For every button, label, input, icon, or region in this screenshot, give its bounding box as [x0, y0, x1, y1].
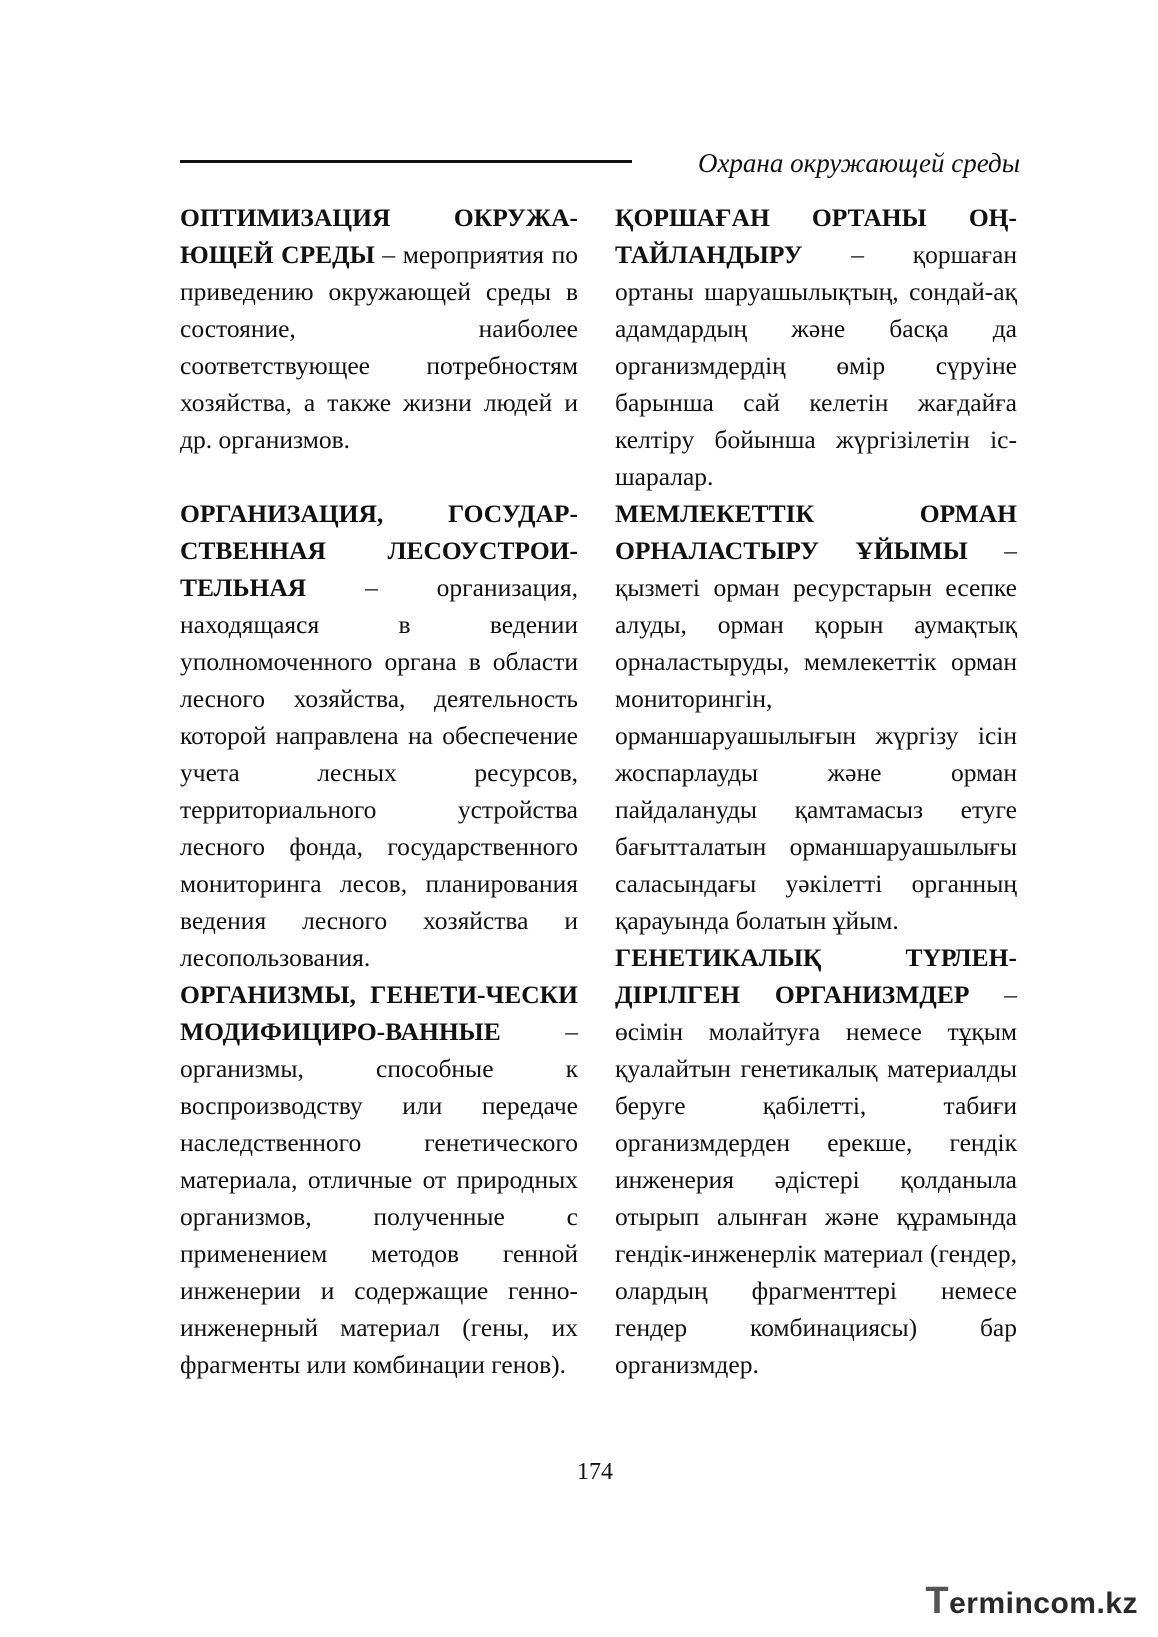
entry-definition: – өсімін молайтуға немесе тұқым қуалайтын генетикалық материалды беруге қабілетті, табиғи организмдерден ерекше, гендік инженерия әдістері қолданыла отырып алынған және құрамында гендік-инженерлік материал (гендер, олардың фрагменттері немесе гендер комбинациясы) бар организмдер.: [615, 980, 1018, 1379]
entry-optimization-kk: [615, 199, 1017, 495]
entry-term: ҚОРШАҒАН ОРТАНЫ ОҢ-ТАЙЛАНДЫРУ: [615, 203, 1017, 269]
entry-term: ГЕНЕТИКАЛЫҚ ТҮРЛЕН-ДІРІЛГЕН ОРГАНИЗМДЕР: [615, 943, 1017, 1009]
entry-definition: – организмы, способные к воспроизводству или передаче наследственного генетического материала, отличные от природных организмов, полученные с применением методов генной инженерии и содержащие генно-инженерный материал (гены, их фрагменты или комбинации генов).: [180, 1017, 578, 1379]
entry-definition: – организация, находящаяся в ведении уполномоченного органа в области лесного хозяйства, деятельность которой направлена на обеспечение учета лесных ресурсов, территориального устройства лесного фонда, государственного мониторинга лесов, планирования ведения лесного хозяйства и лесопользования.: [180, 573, 578, 972]
entry-gmo: [180, 976, 578, 1383]
entry-forest-organization: [180, 495, 578, 976]
right-column: [615, 199, 1017, 1383]
watermark-text: ermincom.kz: [949, 1587, 1138, 1620]
entry-term: ОРГАНИЗАЦИЯ, ГОСУДАР-СТВЕННАЯ ЛЕСОУСТРОИ-ТЕЛЬНАЯ: [180, 499, 578, 602]
entry-gmo-kk: [615, 939, 1017, 1383]
entry-term: ОПТИМИЗАЦИЯ ОКРУЖА-ЮЩЕЙ СРЕДЫ: [180, 203, 578, 269]
left-column: [180, 199, 578, 1383]
page-number: 174: [577, 1459, 613, 1485]
entry-term: ОРГАНИЗМЫ, ГЕНЕТИ-ЧЕСКИ МОДИФИЦИРО-ВАННЫЕ: [180, 980, 578, 1046]
termincom-watermark-logo: [925, 1580, 1138, 1623]
entry-definition: – мероприятия по приведению окружающей среды в состояние, наиболее соответствующее потребностям хозяйства, а также жизни людей и др. организмов.: [180, 240, 578, 454]
entry-definition: – қызметі орман ресурстарын есепке алуды, орман қорын аумақтық орналастыруды, мемлекеттік орман мониторингін, орманшаруашылығын жүргізу ісін жоспарлауды және орман пайдалануды қамтамасыз етуге бағытталатын орманшаруашылығы саласындағы уәкілетті органның қарауында болатын ұйым.: [615, 536, 1018, 935]
entry-forest-organization-kk: [615, 495, 1017, 939]
entry-optimization: [180, 199, 578, 458]
watermark-letter: T: [925, 1580, 950, 1622]
header-rule: [180, 160, 632, 163]
entry-definition: – қоршаған ортаны шаруашылықтың, сондай-ақ адамдардың және басқа да организмдердің өмір сүруіне барынша сай келетін жағдайға келтіру бойынша жүргізілетін іс-шаралар.: [615, 240, 1017, 491]
entry-term: МЕМЛЕКЕТТІК ОРМАН ОРНАЛАСТЫРУ ҰЙЫМЫ: [615, 499, 1017, 565]
running-title: Охрана окружающей среды: [697, 148, 1020, 178]
